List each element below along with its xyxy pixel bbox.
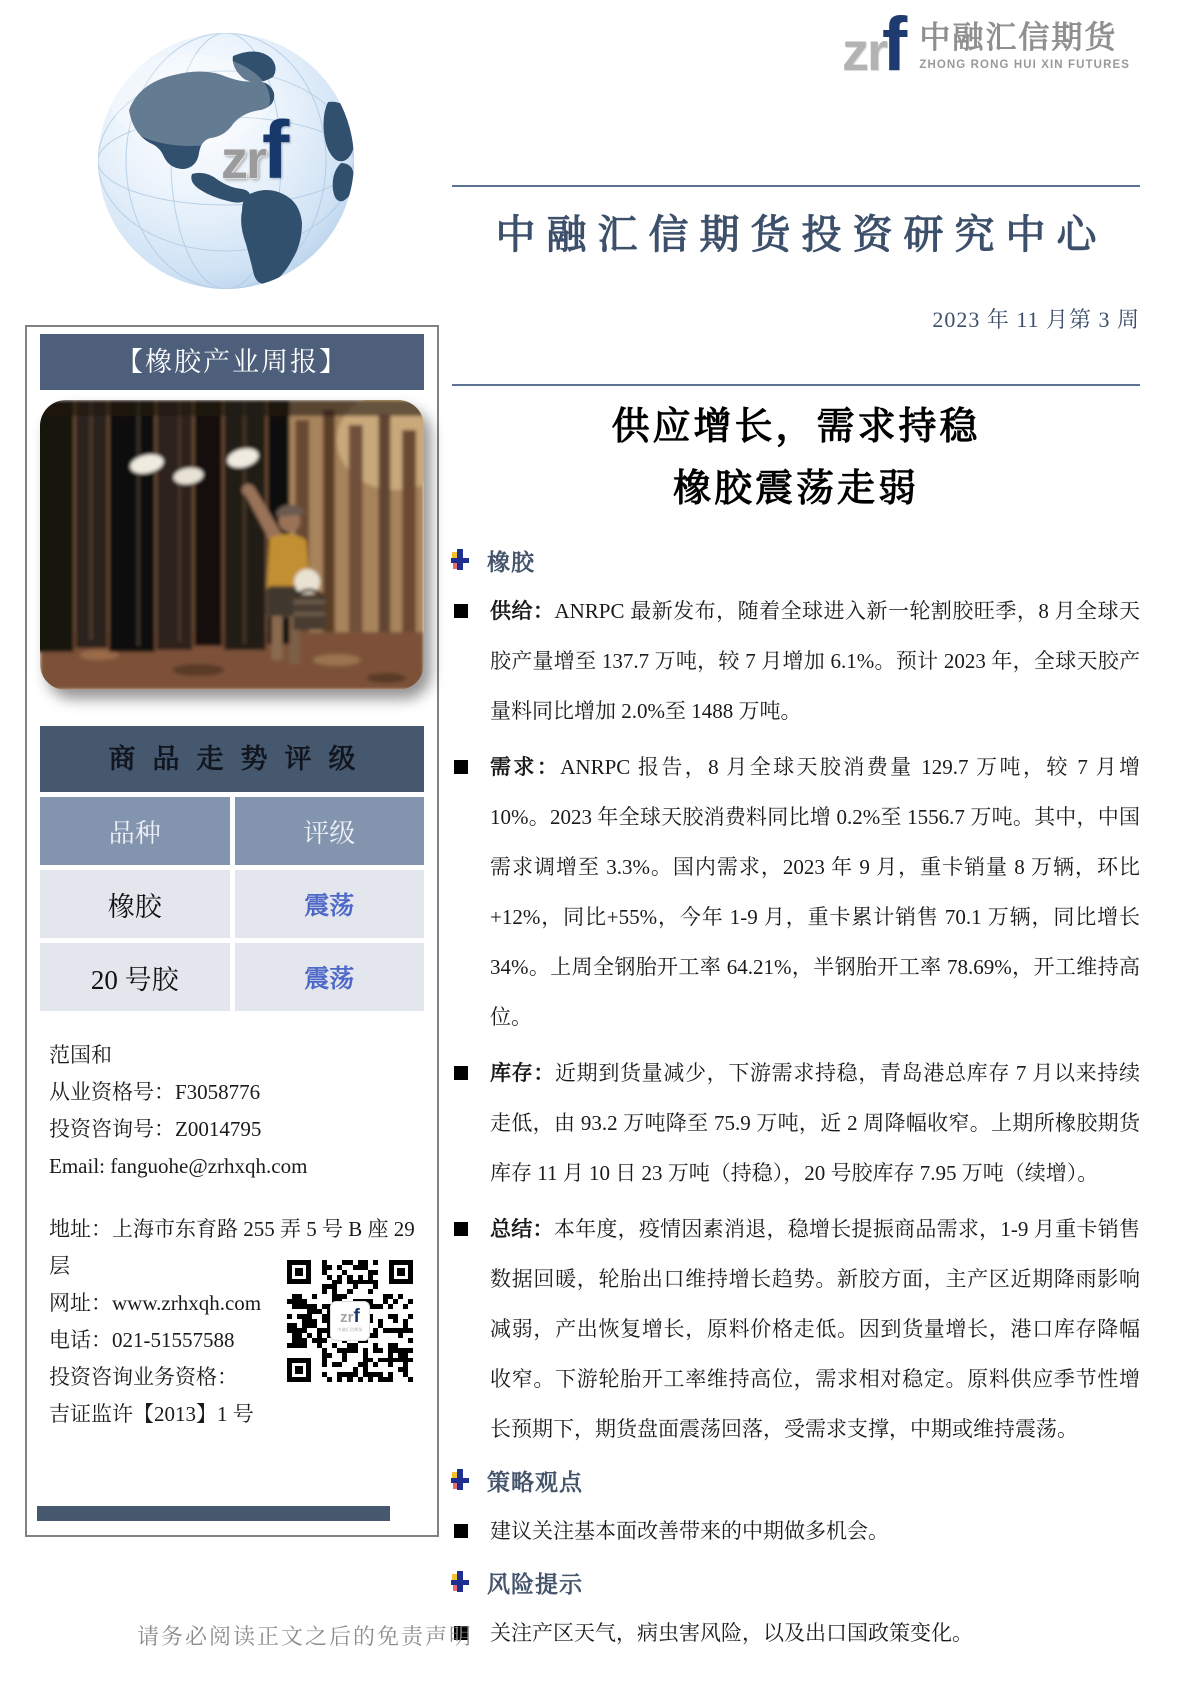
analyst-block [49,1037,415,1185]
company-logo [842,2,1131,87]
bullet-paragraph [490,742,1140,1042]
bullet-strategy [452,1506,1140,1556]
section-title: 风险提示 [487,1571,583,1597]
bullet-label: 总结： [490,1217,554,1241]
qr-finder-icon [389,1260,413,1284]
square-bullet-icon [454,760,468,774]
bullet-body: 本年度，疫情因素消退，稳增长提振商品需求，1-9 月重卡销售数据回暖，轮胎出口维持增长趋势。新胶方面，主产区近期降雨影响减弱，产出恢复增长，原料价格走低。因到货量增长，港口库存降幅收窄。下游轮胎开工率维持高位，需求相对稳定。原料供应季节性增长预期下，期货盘面震荡回落，受需求支撑，中期或维持震荡。 [490,1217,1141,1441]
sidebar [25,325,439,1537]
rubber-tapping-photo [40,400,424,690]
zr-letters: zr [221,130,266,190]
table-row [40,943,424,1011]
analyst-email: Email: fanguohe@zrhxqh.com [49,1154,308,1178]
colored-cross-bullet-icon [452,1571,474,1593]
section-strategy [452,1460,1140,1500]
section-rubber [452,540,1140,580]
square-bullet-icon [454,1066,468,1080]
bullet-label: 供给： [490,599,555,623]
rating-header-rating: 评级 [235,797,425,865]
bullet-risk [452,1608,1140,1658]
qr-center-logo [330,1301,370,1341]
company-name-block [919,22,1130,71]
f-letter: f [882,2,908,87]
contact-website: 网址：www.zrhxqh.com [49,1291,262,1315]
bullet-summary [452,1204,1140,1454]
bullet-inventory [452,1048,1140,1198]
f-letter: f [353,1306,360,1328]
f-letter: f [262,105,290,196]
disclaimer-footer: 请务必阅读正文之后的免责声明 [136,1624,473,1649]
square-bullet-icon [454,604,468,618]
license-number: 吉证监许【2013】1 号 [49,1402,254,1426]
report-title-line2: 橡胶震荡走弱 [672,468,919,510]
rating-cell: 震荡 [235,943,425,1011]
bullet-supply [452,586,1140,736]
bullet-paragraph [490,586,1140,736]
rating-table-header-row [40,797,424,865]
company-name-cn: 中融汇信期货 [919,20,1118,56]
globe-logo [95,30,357,292]
bullet-label: 需求： [490,755,561,779]
qr-finder-icon [287,1260,311,1284]
bullet-body: ANRPC 最新发布，随着全球进入新一轮割胶旺季，8 月全球天胶产量增至 137.7 万吨，较 7 月增加 6.1%。预计 2023 年，全球天胶产量料同比增加 2.0%至 1488 万吨。 [490,599,1141,723]
sidebar-bottom-bar [37,1506,390,1521]
colored-cross-bullet-icon [452,1469,474,1491]
bullet-label: 库存： [490,1061,555,1085]
rating-header-variety: 品种 [40,797,230,865]
qr-finder-icon [287,1358,311,1382]
section-title: 橡胶 [487,549,535,575]
bullet-paragraph [490,1204,1140,1454]
square-bullet-icon [454,1222,468,1236]
title-divider-line [452,384,1140,386]
company-name-en: ZHONG RONG HUI XIN FUTURES [919,58,1131,71]
rating-table-title: 商品走势评级 [40,726,424,792]
issue-date: 2023 年 11 月第 3 周 [932,307,1140,332]
section-title: 策略观点 [487,1469,583,1495]
zr-letters: zr [340,1309,354,1327]
bullet-paragraph: 关注产区天气，病虫害风险，以及出口国政策变化。 [490,1621,973,1645]
report-title [452,396,1140,520]
analyst-qualification: 从业资格号：F3058776 [49,1080,261,1104]
license-label: 投资咨询业务资格： [49,1365,238,1389]
zr-letters: zr [842,21,887,82]
main-content [452,170,1140,1658]
bullet-demand [452,742,1140,1042]
bullet-body: ANRPC 报告，8 月全球天胶消费量 129.7 万吨，较 7 月增 10%。2023 年全球天胶消费料同比增 0.2%至 1556.7 万吨。其中，中国需求调增至 3.3%。国内需求，2023 年 9 月，重卡销量 8 万辆，环比+12%，同比+55%，今年 1-9 月，重卡累计销售 70.1 万辆，同比增长 34%。上周全钢胎开工率 64.21%，半钢胎开工率 78.69%，开工维持高位。 [490,755,1140,1029]
report-title-line1: 供应增长，需求持稳 [611,406,981,448]
rating-cell: 震荡 [235,870,425,938]
section-risk [452,1562,1140,1602]
contact-address: 地址：上海市东育路 255 弄 5 号 B 座 29 层 [49,1217,415,1278]
qr-code [287,1260,413,1382]
variety-cell: 橡胶 [40,870,230,938]
header-divider-line [452,185,1140,187]
contact-phone: 电话：021-51557588 [49,1328,235,1352]
analyst-name: 范国和 [49,1043,112,1067]
bullet-body: 近期到货量减少，下游需求持稳，青岛港总库存 7 月以来持续走低，由 93.2 万吨降至 75.9 万吨，近 2 周降幅收窄。上期所橡胶期货库存 11 月 10 日 23 万吨（持稳），20 号胶库存 7.95 万吨（续增）。 [490,1061,1140,1185]
variety-cell: 20 号胶 [40,943,230,1011]
bullet-paragraph [490,1048,1140,1198]
globe-zrf-wordmark [221,104,289,198]
rating-table [27,797,437,1011]
research-center-title: 中融汇信期货投资研究中心 [495,212,1108,257]
square-bullet-icon [454,1524,468,1538]
table-row [40,870,424,938]
analyst-advisory-no: 投资咨询号：Z0014795 [49,1117,262,1141]
bullet-paragraph: 建议关注基本面改善带来的中期做多机会。 [490,1519,889,1543]
weekly-report-banner: 【橡胶产业周报】 [40,334,424,390]
qr-logo-subtext: 中融汇信期货 [337,1326,363,1332]
colored-cross-bullet-icon [452,549,474,571]
